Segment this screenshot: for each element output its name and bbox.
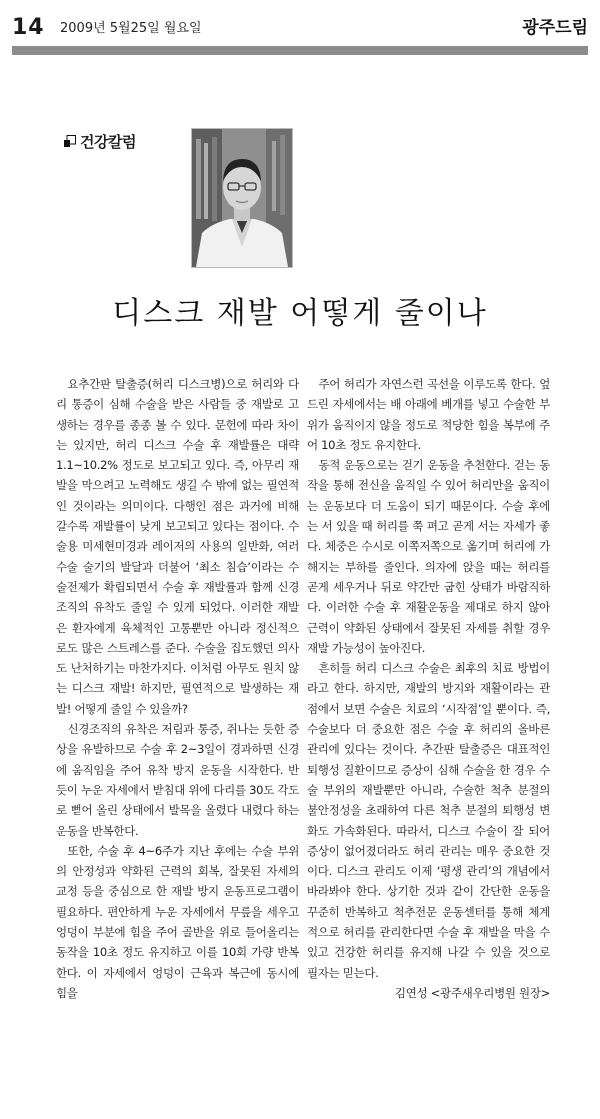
newspaper-brand: 광주드림 — [522, 18, 588, 38]
header-rule — [12, 46, 588, 55]
author-photo — [191, 128, 293, 268]
author-byline: 김연성 <광주새우리병원 원장> — [394, 985, 550, 1000]
paragraph: 신경조직의 유착은 저림과 통증, 쥐나는 듯한 증상을 유발하므로 수술 후 2~3일이 경과하면 신경에 움직임을 주어 유착 방지 운동을 시작한다. 반듯이 누운 자세에서 받침대 위에 다리를 30도 각도로 뻗어 올린 상태에서 발목을 올렸다 내렸다 하는 운동을 반복한다. — [56, 722, 299, 838]
column-tag-label: 건강칼럼 — [80, 133, 136, 151]
portrait-photo-icon — [192, 129, 292, 267]
square-bullet-icon — [64, 135, 76, 147]
paragraph: 또한, 수술 후 4~6주가 지난 후에는 수술 부위의 안정성과 약화된 근력의 회복, 잘못된 자세의 교정 등을 중심으로 한 재발 방지 운동프로그램이 필요하다. 편안하게 누운 자세에서 무릎을 세우고 엉덩이 부분에 힘을 주어 골반을 위로 들어올리는 동작을 10초 정도 유지하고 이를 10회 가량 반복한다. 이 자세에서 엉덩이 근육과 복근에 동시에 힘을 — [56, 843, 299, 1000]
article-column-left — [56, 374, 299, 1003]
paragraph: 동적 운동으로는 걷기 운동을 추천한다. 걷는 동작을 통해 전신을 움직일 수 있어 허리만을 움직이는 운동보다 더 도움이 되기 때문이다. 수술 후에는 서 있을 때 허리를 쭉 펴고 곧게 서는 자세가 좋다. 체중은 수시로 이쪽저쪽으로 옮기며 허리에 가해지는 부하를 줄인다. 의자에 앉을 때는 허리를 곧게 세우거나 뒤로 약간만 굽힌 상태가 바람직하다. 이러한 수술 후 재활운동을 제대로 하지 않아 근력이 약화된 상태에서 잘못된 자세를 취할 경우 재발 가능성이 높아진다. — [307, 458, 550, 655]
article-column-right — [307, 374, 550, 1003]
paragraph: 주어 허리가 자연스런 곡선을 이루도록 한다. 엎드린 자세에서는 배 아래에 베개를 넣고 수술한 부위가 움직이지 않을 정도로 적당한 힘을 복부에 주어 10초 정도 유지한다. — [307, 377, 550, 452]
paragraph: 요추간판 탈출증(허리 디스크병)으로 허리와 다리 통증이 심해 수술을 받은 사람들 중 재발로 고생하는 경우를 종종 볼 수 있다. 문헌에 따라 차이는 있지만, 허리 디스크 수술 후 재발률은 대략 1.1~10.2% 정도로 보고되고 있다. 즉, 아무리 재발을 막으려고 노력해도 생길 수 밖에 없는 필연적인 것이라는 의미이다. 다행인 점은 과거에 비해 갈수록 재발률이 낮게 보고되고 있다는 점이다. 수술용 미세현미경과 레이저의 사용의 일반화, 여러 수술 술기의 발달과 더불어 ‘최소 침습’이라는 수술전제가 확립되면서 수술 후 재발률과 함께 신경조직의 유착도 줄일 수 있게 되었다. 이러한 재발은 환자에게 육체적인 고통뿐만 아니라 정신적으로도 많은 스트레스를 준다. 수술을 집도했던 의사도 난처하기는 마찬가지다. 이처럼 아무도 원치 않는 디스크 재발! 하지만, 필연적으로 발생하는 재발! 어떻게 줄일 수 있을까? — [56, 377, 299, 716]
paragraph: 흔히들 허리 디스크 수술은 최후의 치료 방법이라고 한다. 하지만, 재발의 방지와 재활이라는 관점에서 보면 수술은 치료의 ‘시작점’일 뿐이다. 즉, 수술보다 더 중요한 점은 수술 후 허리의 올바른 관리에 있다는 것이다. 추간판 탈출증은 대표적인 퇴행성 질환이므로 증상이 심해 수술을 한 경우 수술 부위의 재발뿐만 아니라, 수술한 척추 분절의 불안정성을 초래하여 다른 척추 분절의 퇴행성 변화도 가속화된다. 따라서, 디스크 수술이 잘 되어 증상이 없어졌더라도 허리 관리는 매우 중요한 것이다. 디스크 관리도 이제 ‘평생 관리’의 개념에서 바라봐야 한다. 상기한 것과 같이 간단한 운동을 꾸준히 반복하고 척추전문 운동센터를 통해 체계적으로 허리를 관리한다면 수술 후 재발을 막을 수 있고 건강한 허리를 유지해 나갈 수 있을 것으로 필자는 믿는다. — [307, 661, 550, 980]
page-number: 14 — [12, 15, 45, 40]
page-header — [12, 14, 588, 44]
issue-date: 2009년 5월25일 월요일 — [60, 21, 202, 36]
article-headline: 디스크 재발 어떻게 줄이나 — [112, 296, 488, 331]
